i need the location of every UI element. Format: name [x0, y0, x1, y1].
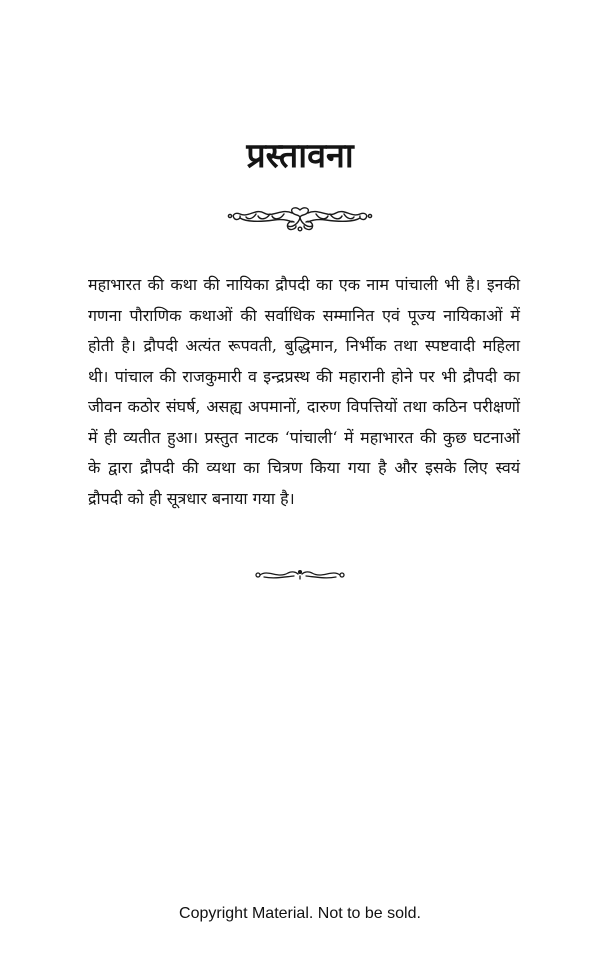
scroll-flourish-divider-icon — [226, 202, 374, 236]
page-title: प्रस्तावना — [246, 136, 354, 176]
small-flourish-divider-icon — [254, 565, 346, 583]
preface-paragraph: महाभारत की कथा की नायिका द्रौपदी का एक नाम पांचाली भी है। इनकी गणना पौराणिक कथाओं की सर्वाधिक सम्मानित एवं पूज्य नायिकाओं में होती है। द्रौपदी अत्यंत रूपवती, बुद्धिमान, निर्भीक तथा स्पष्टवादी महिला थी। पांचाल की राजकुमारी व इन्द्रप्रस्थ की महारानी होने पर भी द्रौपदी का जीवन कठोर संघर्ष, असह्य अपमानों, दारुण विपत्तियों तथा कठिन परीक्षणों में ही व्यतीत हुआ। प्रस्तुत नाटक ‘पांचाली‘ में महाभारत की कुछ घटनाओं के द्वारा द्रौपदी की व्यथा का चित्रण किया गया है और इसके लिए स्वयं द्रौपदी को ही सूत्रधार बनाया गया है। — [88, 275, 520, 508]
copyright-notice: Copyright Material. Not to be sold. — [179, 905, 421, 922]
